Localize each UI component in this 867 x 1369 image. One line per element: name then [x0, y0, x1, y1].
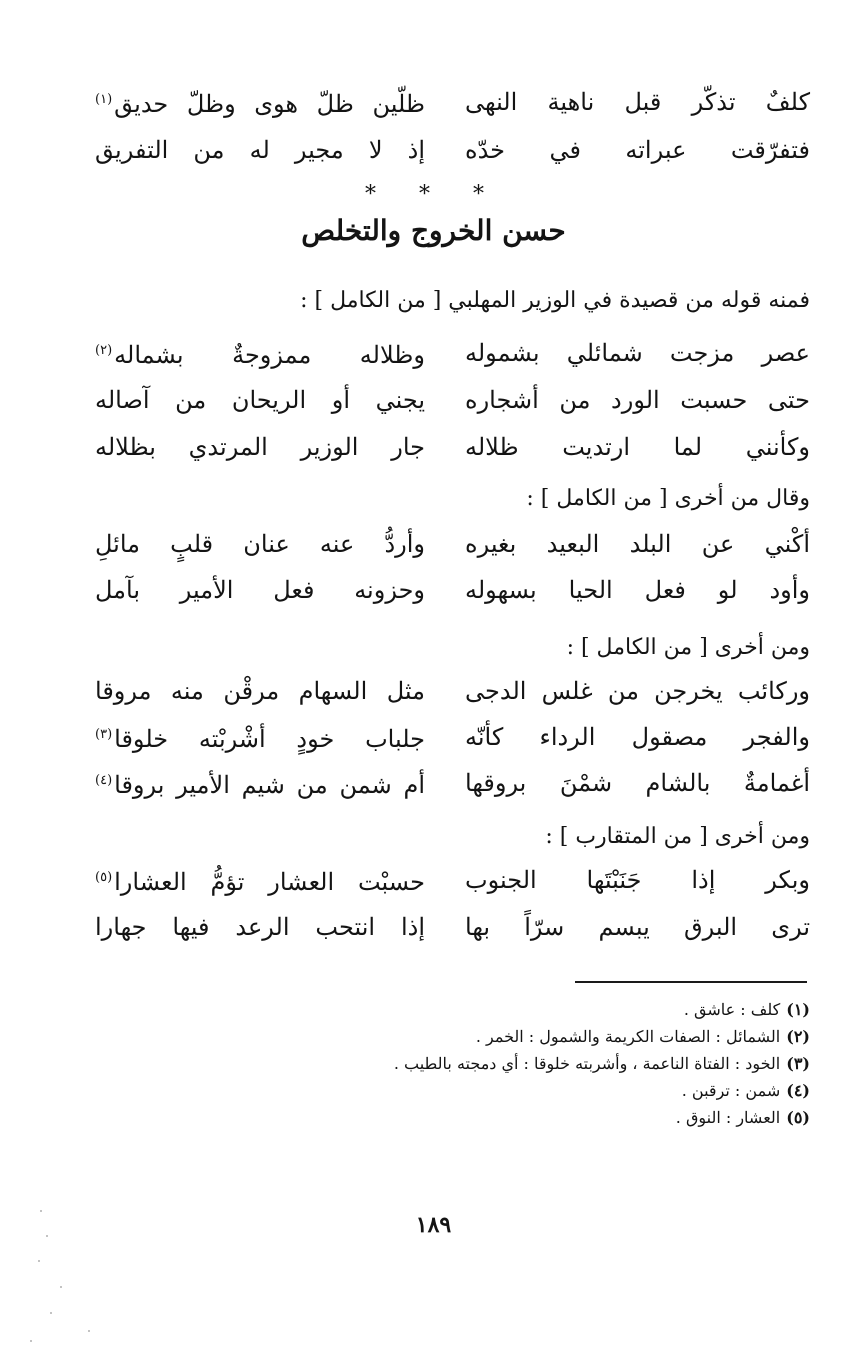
verse-first-hemistich: أغمامةٌ بالشام شمْنَ بروقها	[465, 769, 810, 797]
verse-first-hemistich: حتى حسبت الورد من أشجاره	[465, 386, 810, 414]
verse-line	[95, 78, 810, 126]
verse-second-text: حسبْت العشار تؤمُّ العشارا	[114, 868, 425, 896]
verse-second-text: جلباب خودٍ أشْربْته خلوقا	[114, 725, 425, 753]
section-intro: ومن أخرى [ من الكامل ] :	[566, 635, 810, 660]
footnote-text: العشار : النوق .	[675, 1108, 781, 1127]
verse-second-hemistich: إذا انتحب الرعد فيها جهارا	[95, 913, 425, 941]
footnote-number: (٣)	[786, 1054, 810, 1073]
footnote-text: كلف : عاشق .	[683, 1000, 781, 1019]
verse-second-hemistich: مثل السهام مرقْن منه مروقا	[95, 677, 425, 705]
verse-line	[95, 423, 810, 471]
verse-second-hemistich: إذ لا مجير له من التفريق	[95, 136, 425, 164]
footnote-text: شمن : ترقبن .	[681, 1081, 781, 1100]
footnote-reference: (٥)	[95, 870, 113, 885]
verse-first-hemistich: فتفرّقت عبراته في خدّه	[465, 136, 810, 164]
verse-second-hemistich	[95, 757, 425, 809]
verse-second-hemistich: يجني أو الريحان من آصاله	[95, 386, 425, 414]
verse-first-hemistich: كلفٌ تذكّر قبل ناهية النهى	[465, 88, 810, 116]
verse-second-hemistich	[95, 327, 425, 379]
verse-second-hemistich	[95, 711, 425, 763]
verse-line	[95, 126, 810, 174]
verse-first-hemistich: عصر مزجت شمائلي بشموله	[465, 339, 810, 367]
verse-second-hemistich	[95, 854, 425, 906]
verse-first-hemistich: وركائب يخرجن من غلس الدجى	[465, 677, 810, 705]
footnote-text: الشمائل : الصفات الكريمة والشمول : الخمر .	[475, 1027, 781, 1046]
verse-first-hemistich: وكأنني لما ارتديت ظلاله	[465, 433, 810, 461]
verse-second-text: ظلّين ظلّ هوى وظلّ حديق	[114, 90, 425, 118]
verse-line	[95, 759, 810, 807]
section-intro: وقال من أخرى [ من الكامل ] :	[526, 486, 810, 511]
footnote-reference: (٤)	[95, 773, 113, 788]
footnote-number: (٢)	[786, 1027, 810, 1046]
scan-speck	[40, 1210, 42, 1212]
scan-speck	[30, 1340, 32, 1342]
footnote-reference: (٣)	[95, 727, 113, 742]
footnote	[70, 1023, 810, 1050]
section-heading: حسن الخروج والتخلص	[301, 214, 566, 247]
verse-second-hemistich	[95, 76, 425, 128]
verse-first-hemistich: ترى البرق يبسم سرّاً بها	[465, 913, 810, 941]
footnote	[70, 996, 810, 1023]
verse-second-hemistich: جار الوزير المرتدي بظلاله	[95, 433, 425, 461]
verse-second-text: أم شمن من شيم الأمير بروقا	[114, 771, 425, 799]
verse-second-text: وظلاله ممزوجةٌ بشماله	[114, 341, 425, 369]
verse-line	[95, 376, 810, 424]
footnote-reference: (٢)	[95, 343, 113, 358]
scan-speck	[60, 1286, 62, 1288]
footnote	[70, 1104, 810, 1131]
verse-first-hemistich: أكْني عن البلد البعيد بغيره	[465, 530, 810, 558]
scan-speck	[50, 1312, 52, 1314]
verse-line	[95, 329, 810, 377]
page-number: ١٨٩	[415, 1212, 452, 1238]
footnote	[70, 1077, 810, 1104]
verse-first-hemistich: والفجر مصقول الرداء كأنّه	[465, 723, 810, 751]
footnote-number: (١)	[786, 1000, 810, 1019]
section-divider-stars: * * *	[365, 182, 502, 207]
footnote-reference: (١)	[95, 92, 113, 107]
footnote-number: (٥)	[786, 1108, 810, 1127]
verse-line	[95, 903, 810, 951]
scan-speck	[46, 1235, 48, 1237]
verse-line	[95, 713, 810, 761]
footnote-text: الخود : الفتاة الناعمة ، وأشربته خلوقا : أي دمجته بالطيب .	[393, 1054, 781, 1073]
footnote-separator	[575, 981, 807, 983]
scan-noise	[0, 1190, 120, 1369]
verse-line	[95, 856, 810, 904]
footnotes	[70, 996, 810, 1131]
verse-line	[95, 667, 810, 715]
footnote-number: (٤)	[786, 1081, 810, 1100]
footnote	[70, 1050, 810, 1077]
scan-speck	[88, 1330, 90, 1332]
verse-first-hemistich: وأود لو فعل الحيا بسهوله	[465, 576, 810, 604]
section-intro: فمنه قوله من قصيدة في الوزير المهلبي [ من الكامل ] :	[300, 288, 810, 313]
verse-second-hemistich: وأردُّ عنه عنان قلبٍ مائلِ	[95, 530, 425, 558]
scan-speck	[38, 1260, 40, 1262]
verse-line	[95, 566, 810, 614]
verse-second-hemistich: وحزونه فعل الأمير بآمل	[95, 576, 425, 604]
section-intro: ومن أخرى [ من المتقارب ] :	[545, 824, 810, 849]
verse-first-hemistich: وبكر إذا جَنَبْتَها الجنوب	[465, 866, 810, 894]
verse-line	[95, 520, 810, 568]
